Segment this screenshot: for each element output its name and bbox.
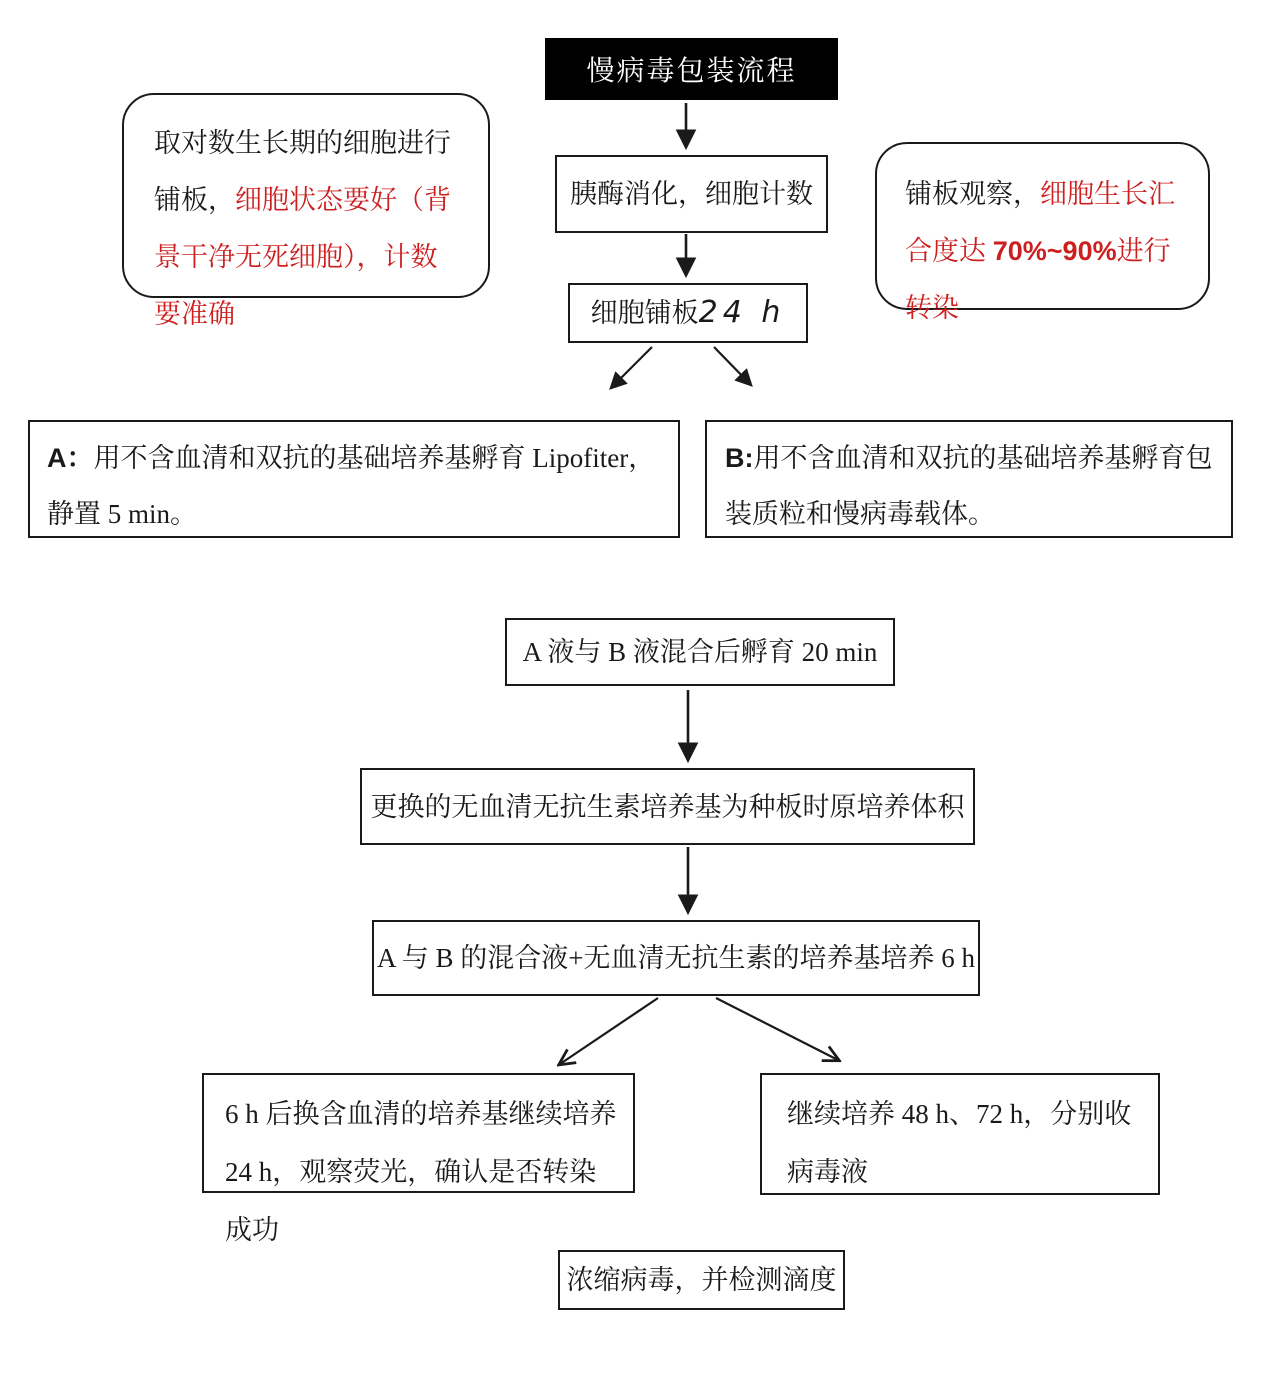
note-right-black-text: 铺板观察， (905, 179, 1040, 209)
box-b-text: 用不含血清和双抗的基础培养基孵育包装质粒和慢病毒载体。 (725, 443, 1213, 529)
step-culture-6h-text: A 与 B 的混合液+无血清无抗生素的培养基培养 6 h (377, 943, 975, 973)
box-b-label: B: (725, 443, 754, 473)
step-concentrate-box (558, 1250, 845, 1310)
step-observe-box (202, 1073, 635, 1245)
title-banner (545, 38, 838, 100)
step-harvest-box (760, 1073, 1160, 1195)
title-text: 慢病毒包装流程 (586, 56, 797, 87)
step-digest-box (555, 155, 828, 233)
step-mix-text: A 液与 B 液混合后孵育 20 min (522, 637, 878, 667)
step-plate-time: 24 h (698, 295, 786, 330)
step-replace-medium-box (360, 768, 975, 845)
arrow-plate-to-box-b (714, 347, 751, 385)
step-harvest-text: 继续培养 48 h、72 h，分别收病毒液 (787, 1099, 1132, 1187)
step-plate-box (568, 283, 808, 343)
step-observe-text: 6 h 后换含血清的培养基继续培养 24 h，观察荧光，确认是否转染成功 (225, 1099, 617, 1245)
arrow-culture-to-observe (560, 998, 658, 1064)
step-mix-box (505, 618, 895, 686)
box-a-text: 用不含血清和双抗的基础培养基孵育 Lipofiter，静置 5 min。 (47, 443, 656, 529)
step-digest-text: 胰酶消化，细胞计数 (570, 179, 813, 209)
note-right (875, 142, 1210, 323)
note-left (122, 93, 490, 329)
note-right-red-post: 进行转染 (905, 236, 1171, 323)
step-concentrate-text: 浓缩病毒，并检测滴度 (566, 1265, 837, 1295)
arrow-culture-to-harvest (716, 998, 838, 1060)
box-b (705, 420, 1233, 538)
arrow-plate-to-box-a (611, 347, 652, 388)
note-right-red-pre: 细胞生长汇合度达 (905, 179, 1175, 266)
note-right-red-bold: 70%~90% (992, 236, 1117, 266)
note-left-black-text: 取对数生长期的细胞进行铺板， (154, 128, 451, 215)
step-culture-6h-box (372, 920, 980, 996)
step-replace-medium-text: 更换的无血清无抗生素培养基为种板时原培养体积 (370, 791, 965, 822)
box-a-label: A： (47, 443, 94, 473)
note-left-red-text: 细胞状态要好（背景干净无死细胞），计数要准确 (154, 185, 451, 329)
box-a (28, 420, 680, 538)
step-plate-text: 细胞铺板 (590, 298, 699, 328)
